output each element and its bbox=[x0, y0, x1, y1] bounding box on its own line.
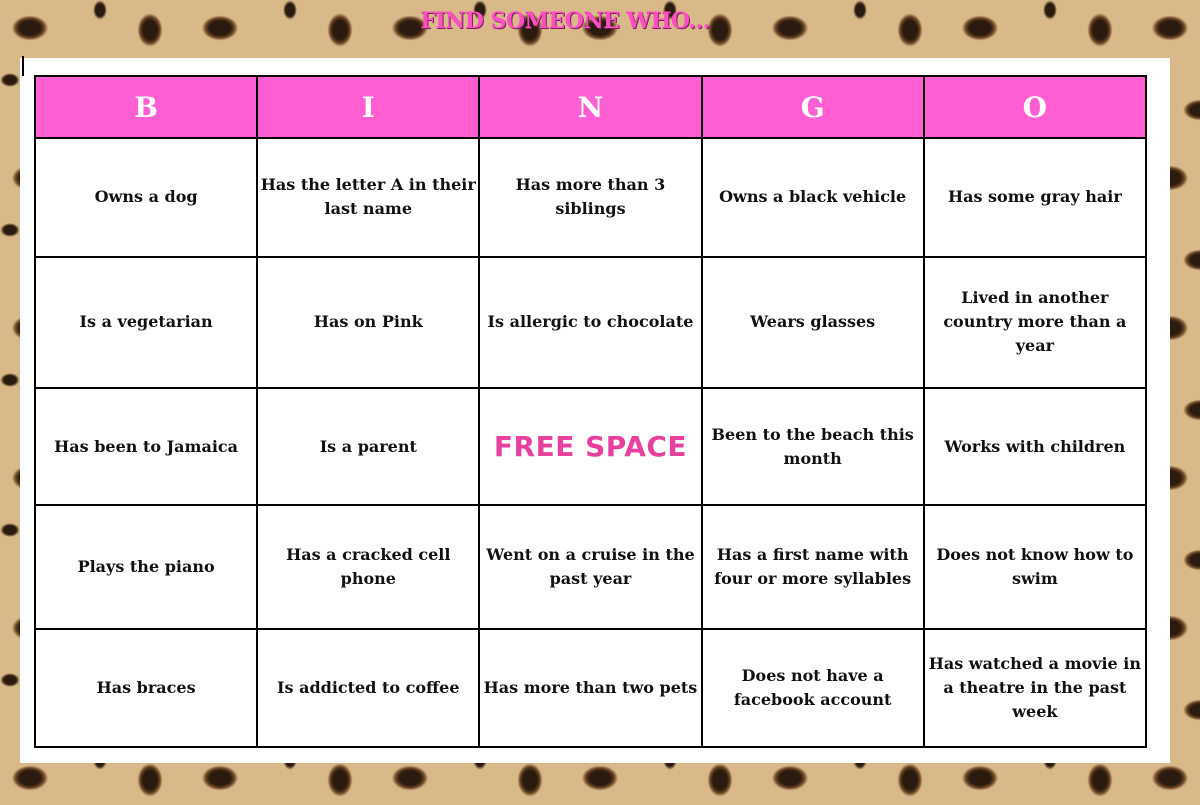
header-letter-b: B bbox=[35, 76, 257, 138]
page-title: FIND SOMEONE WHO... bbox=[420, 8, 710, 34]
bingo-cell: Has a cracked cell phone bbox=[257, 505, 479, 629]
bingo-cell: Has braces bbox=[35, 629, 257, 747]
bingo-row bbox=[35, 629, 1146, 747]
bingo-row bbox=[35, 138, 1146, 257]
header-letter-n: N bbox=[479, 76, 701, 138]
bingo-cell: Wears glasses bbox=[702, 257, 924, 388]
header-letter-i: I bbox=[257, 76, 479, 138]
bingo-cell: Been to the beach this month bbox=[702, 388, 924, 506]
bingo-cell: Is addicted to coffee bbox=[257, 629, 479, 747]
text-cursor bbox=[22, 56, 24, 76]
bingo-cell: Has the letter A in their last name bbox=[257, 138, 479, 257]
bingo-cell: Has more than two pets bbox=[479, 629, 701, 747]
bingo-row bbox=[35, 257, 1146, 388]
bingo-cell: Has a first name with four or more syllables bbox=[702, 505, 924, 629]
bingo-cell: Has watched a movie in a theatre in the past week bbox=[924, 629, 1146, 747]
bingo-cell: Has on Pink bbox=[257, 257, 479, 388]
bingo-cell: Is a vegetarian bbox=[35, 257, 257, 388]
header-letter-o: O bbox=[924, 76, 1146, 138]
bingo-cell: Works with children bbox=[924, 388, 1146, 506]
bingo-cell: Is allergic to chocolate bbox=[479, 257, 701, 388]
bingo-cell: Has some gray hair bbox=[924, 138, 1146, 257]
bingo-cell: Lived in another country more than a year bbox=[924, 257, 1146, 388]
header-letter-g: G bbox=[702, 76, 924, 138]
bingo-cell: Owns a black vehicle bbox=[702, 138, 924, 257]
bingo-cell: Is a parent bbox=[257, 388, 479, 506]
bingo-row bbox=[35, 505, 1146, 629]
bingo-board bbox=[34, 75, 1147, 748]
bingo-cell: Owns a dog bbox=[35, 138, 257, 257]
free-space-cell: FREE SPACE bbox=[479, 388, 701, 506]
bingo-cell: Does not know how to swim bbox=[924, 505, 1146, 629]
bingo-cell: Plays the piano bbox=[35, 505, 257, 629]
bingo-header-row bbox=[35, 76, 1146, 138]
bingo-cell: Went on a cruise in the past year bbox=[479, 505, 701, 629]
bingo-cell: Has been to Jamaica bbox=[35, 388, 257, 506]
bingo-cell: Does not have a facebook account bbox=[702, 629, 924, 747]
bingo-row bbox=[35, 388, 1146, 506]
bingo-cell: Has more than 3 siblings bbox=[479, 138, 701, 257]
